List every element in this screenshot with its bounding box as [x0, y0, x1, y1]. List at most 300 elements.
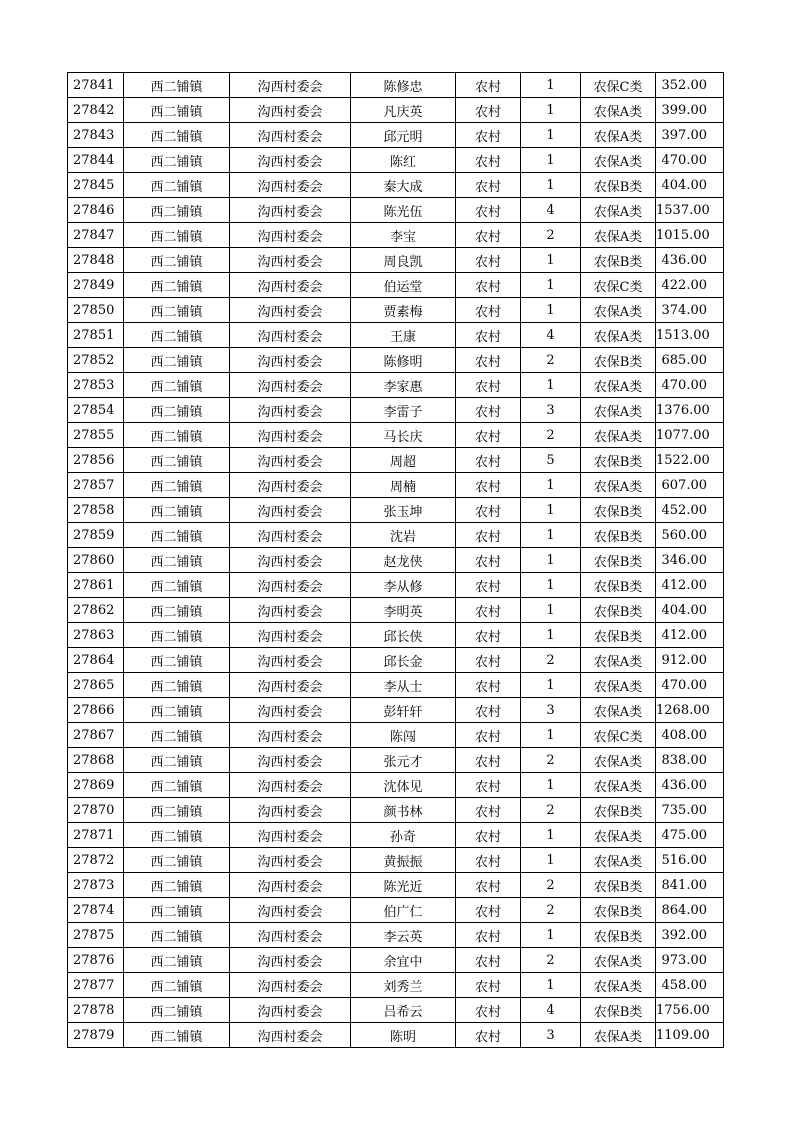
person-name-cell: 余宜中	[351, 948, 456, 973]
household-count-cell: 1	[521, 498, 581, 523]
person-name-cell: 陈修忠	[351, 73, 456, 98]
household-count-cell: 1	[521, 98, 581, 123]
table-row	[68, 1023, 724, 1048]
record-id-cell: 27874	[68, 898, 124, 923]
village-committee-cell: 沟西村委会	[230, 673, 351, 698]
area-type-cell: 农村	[456, 573, 521, 598]
person-name-cell: 王康	[351, 323, 456, 348]
town-cell: 西二铺镇	[124, 448, 230, 473]
table-row	[68, 98, 724, 123]
insurance-category-cell: 农保A类	[581, 223, 656, 248]
amount-cell: 470.00	[656, 373, 724, 398]
village-committee-cell: 沟西村委会	[230, 748, 351, 773]
village-committee-cell: 沟西村委会	[230, 998, 351, 1023]
village-committee-cell: 沟西村委会	[230, 248, 351, 273]
amount-cell: 912.00	[656, 648, 724, 673]
amount-cell: 458.00	[656, 973, 724, 998]
amount-cell: 685.00	[656, 348, 724, 373]
area-type-cell: 农村	[456, 423, 521, 448]
table-row	[68, 848, 724, 873]
table-row	[68, 123, 724, 148]
area-type-cell: 农村	[456, 173, 521, 198]
town-cell: 西二铺镇	[124, 73, 230, 98]
person-name-cell: 陈修明	[351, 348, 456, 373]
village-committee-cell: 沟西村委会	[230, 348, 351, 373]
table-row	[68, 548, 724, 573]
table-row	[68, 973, 724, 998]
person-name-cell: 贾素梅	[351, 298, 456, 323]
insurance-category-cell: 农保B类	[581, 573, 656, 598]
household-count-cell: 1	[521, 623, 581, 648]
town-cell: 西二铺镇	[124, 773, 230, 798]
amount-cell: 399.00	[656, 98, 724, 123]
person-name-cell: 邱元明	[351, 123, 456, 148]
town-cell: 西二铺镇	[124, 598, 230, 623]
village-committee-cell: 沟西村委会	[230, 423, 351, 448]
town-cell: 西二铺镇	[124, 398, 230, 423]
insurance-category-cell: 农保B类	[581, 448, 656, 473]
person-name-cell: 沈体见	[351, 773, 456, 798]
record-id-cell: 27865	[68, 673, 124, 698]
area-type-cell: 农村	[456, 123, 521, 148]
amount-cell: 436.00	[656, 248, 724, 273]
amount-cell: 470.00	[656, 148, 724, 173]
amount-cell: 412.00	[656, 573, 724, 598]
household-count-cell: 2	[521, 348, 581, 373]
table-row	[68, 998, 724, 1023]
household-count-cell: 1	[521, 823, 581, 848]
table-row	[68, 298, 724, 323]
village-committee-cell: 沟西村委会	[230, 773, 351, 798]
amount-cell: 470.00	[656, 673, 724, 698]
person-name-cell: 邱长侠	[351, 623, 456, 648]
table-row	[68, 773, 724, 798]
household-count-cell: 2	[521, 873, 581, 898]
area-type-cell: 农村	[456, 473, 521, 498]
person-name-cell: 李家惠	[351, 373, 456, 398]
household-count-cell: 4	[521, 198, 581, 223]
table-row	[68, 373, 724, 398]
amount-cell: 560.00	[656, 523, 724, 548]
household-count-cell: 2	[521, 798, 581, 823]
amount-cell: 1376.00	[656, 398, 724, 423]
village-committee-cell: 沟西村委会	[230, 398, 351, 423]
area-type-cell: 农村	[456, 923, 521, 948]
insurance-category-cell: 农保A类	[581, 398, 656, 423]
village-committee-cell: 沟西村委会	[230, 73, 351, 98]
area-type-cell: 农村	[456, 273, 521, 298]
household-count-cell: 1	[521, 123, 581, 148]
amount-cell: 864.00	[656, 898, 724, 923]
person-name-cell: 周楠	[351, 473, 456, 498]
table-row	[68, 723, 724, 748]
area-type-cell: 农村	[456, 773, 521, 798]
area-type-cell: 农村	[456, 548, 521, 573]
insurance-category-cell: 农保C类	[581, 273, 656, 298]
record-id-cell: 27863	[68, 623, 124, 648]
town-cell: 西二铺镇	[124, 323, 230, 348]
person-name-cell: 伯运堂	[351, 273, 456, 298]
person-name-cell: 李云英	[351, 923, 456, 948]
area-type-cell: 农村	[456, 598, 521, 623]
amount-cell: 408.00	[656, 723, 724, 748]
insurance-category-cell: 农保A类	[581, 823, 656, 848]
insurance-category-cell: 农保A类	[581, 423, 656, 448]
town-cell: 西二铺镇	[124, 423, 230, 448]
person-name-cell: 刘秀兰	[351, 973, 456, 998]
record-id-cell: 27873	[68, 873, 124, 898]
amount-cell: 374.00	[656, 298, 724, 323]
household-count-cell: 2	[521, 898, 581, 923]
village-committee-cell: 沟西村委会	[230, 948, 351, 973]
table-row	[68, 948, 724, 973]
amount-cell: 841.00	[656, 873, 724, 898]
insurance-category-cell: 农保C类	[581, 723, 656, 748]
town-cell: 西二铺镇	[124, 273, 230, 298]
amount-cell: 412.00	[656, 623, 724, 648]
area-type-cell: 农村	[456, 248, 521, 273]
amount-cell: 516.00	[656, 848, 724, 873]
household-count-cell: 2	[521, 948, 581, 973]
table-row	[68, 598, 724, 623]
record-id-cell: 27877	[68, 973, 124, 998]
insurance-category-cell: 农保A类	[581, 373, 656, 398]
table-row	[68, 898, 724, 923]
person-name-cell: 吕希云	[351, 998, 456, 1023]
household-count-cell: 1	[521, 298, 581, 323]
insurance-category-cell: 农保A类	[581, 973, 656, 998]
table-row	[68, 223, 724, 248]
town-cell: 西二铺镇	[124, 673, 230, 698]
insurance-category-cell: 农保A类	[581, 773, 656, 798]
insurance-category-cell: 农保A类	[581, 648, 656, 673]
table-row	[68, 498, 724, 523]
household-count-cell: 1	[521, 248, 581, 273]
household-count-cell: 1	[521, 73, 581, 98]
insurance-category-cell: 农保A类	[581, 323, 656, 348]
table-row	[68, 273, 724, 298]
area-type-cell: 农村	[456, 223, 521, 248]
record-id-cell: 27859	[68, 523, 124, 548]
town-cell: 西二铺镇	[124, 973, 230, 998]
record-id-cell: 27851	[68, 323, 124, 348]
table-row	[68, 448, 724, 473]
person-name-cell: 李明英	[351, 598, 456, 623]
town-cell: 西二铺镇	[124, 923, 230, 948]
village-committee-cell: 沟西村委会	[230, 873, 351, 898]
record-table	[67, 72, 724, 1048]
person-name-cell: 陈闯	[351, 723, 456, 748]
amount-cell: 392.00	[656, 923, 724, 948]
village-committee-cell: 沟西村委会	[230, 323, 351, 348]
household-count-cell: 3	[521, 698, 581, 723]
town-cell: 西二铺镇	[124, 948, 230, 973]
household-count-cell: 2	[521, 648, 581, 673]
town-cell: 西二铺镇	[124, 348, 230, 373]
village-committee-cell: 沟西村委会	[230, 523, 351, 548]
insurance-category-cell: 农保B类	[581, 798, 656, 823]
town-cell: 西二铺镇	[124, 373, 230, 398]
record-id-cell: 27855	[68, 423, 124, 448]
table-row	[68, 573, 724, 598]
household-count-cell: 1	[521, 598, 581, 623]
amount-cell: 452.00	[656, 498, 724, 523]
village-committee-cell: 沟西村委会	[230, 173, 351, 198]
table-row	[68, 398, 724, 423]
town-cell: 西二铺镇	[124, 848, 230, 873]
table-row	[68, 198, 724, 223]
area-type-cell: 农村	[456, 323, 521, 348]
town-cell: 西二铺镇	[124, 473, 230, 498]
person-name-cell: 伯广仁	[351, 898, 456, 923]
table-row	[68, 923, 724, 948]
amount-cell: 1513.00	[656, 323, 724, 348]
village-committee-cell: 沟西村委会	[230, 473, 351, 498]
household-count-cell: 2	[521, 423, 581, 448]
table-row	[68, 173, 724, 198]
person-name-cell: 黄振振	[351, 848, 456, 873]
table-row	[68, 648, 724, 673]
area-type-cell: 农村	[456, 723, 521, 748]
area-type-cell: 农村	[456, 98, 521, 123]
insurance-category-cell: 农保A类	[581, 848, 656, 873]
insurance-category-cell: 农保B类	[581, 548, 656, 573]
town-cell: 西二铺镇	[124, 798, 230, 823]
town-cell: 西二铺镇	[124, 873, 230, 898]
area-type-cell: 农村	[456, 498, 521, 523]
amount-cell: 1522.00	[656, 448, 724, 473]
record-id-cell: 27853	[68, 373, 124, 398]
town-cell: 西二铺镇	[124, 248, 230, 273]
record-id-cell: 27861	[68, 573, 124, 598]
town-cell: 西二铺镇	[124, 198, 230, 223]
household-count-cell: 1	[521, 273, 581, 298]
village-committee-cell: 沟西村委会	[230, 598, 351, 623]
village-committee-cell: 沟西村委会	[230, 148, 351, 173]
insurance-category-cell: 农保B类	[581, 623, 656, 648]
village-committee-cell: 沟西村委会	[230, 648, 351, 673]
record-id-cell: 27844	[68, 148, 124, 173]
insurance-category-cell: 农保B类	[581, 173, 656, 198]
amount-cell: 404.00	[656, 598, 724, 623]
person-name-cell: 张元才	[351, 748, 456, 773]
insurance-category-cell: 农保B类	[581, 248, 656, 273]
area-type-cell: 农村	[456, 373, 521, 398]
table-row	[68, 348, 724, 373]
area-type-cell: 农村	[456, 1023, 521, 1048]
village-committee-cell: 沟西村委会	[230, 123, 351, 148]
town-cell: 西二铺镇	[124, 98, 230, 123]
insurance-category-cell: 农保A类	[581, 148, 656, 173]
record-id-cell: 27867	[68, 723, 124, 748]
person-name-cell: 陈光近	[351, 873, 456, 898]
town-cell: 西二铺镇	[124, 498, 230, 523]
insurance-category-cell: 农保A类	[581, 298, 656, 323]
household-count-cell: 2	[521, 748, 581, 773]
town-cell: 西二铺镇	[124, 648, 230, 673]
person-name-cell: 赵龙侠	[351, 548, 456, 573]
person-name-cell: 颜书林	[351, 798, 456, 823]
record-id-cell: 27864	[68, 648, 124, 673]
village-committee-cell: 沟西村委会	[230, 548, 351, 573]
village-committee-cell: 沟西村委会	[230, 823, 351, 848]
person-name-cell: 李从士	[351, 673, 456, 698]
table-row	[68, 873, 724, 898]
area-type-cell: 农村	[456, 823, 521, 848]
household-count-cell: 4	[521, 998, 581, 1023]
area-type-cell: 农村	[456, 698, 521, 723]
record-id-cell: 27879	[68, 1023, 124, 1048]
record-id-cell: 27857	[68, 473, 124, 498]
table-body	[68, 73, 724, 1048]
record-id-cell: 27856	[68, 448, 124, 473]
person-name-cell: 凡庆英	[351, 98, 456, 123]
amount-cell: 838.00	[656, 748, 724, 773]
record-id-cell: 27841	[68, 73, 124, 98]
insurance-category-cell: 农保A类	[581, 673, 656, 698]
town-cell: 西二铺镇	[124, 523, 230, 548]
area-type-cell: 农村	[456, 73, 521, 98]
record-id-cell: 27845	[68, 173, 124, 198]
record-id-cell: 27858	[68, 498, 124, 523]
town-cell: 西二铺镇	[124, 823, 230, 848]
village-committee-cell: 沟西村委会	[230, 573, 351, 598]
table-row	[68, 748, 724, 773]
table-row	[68, 323, 724, 348]
insurance-category-cell: 农保A类	[581, 1023, 656, 1048]
household-count-cell: 3	[521, 1023, 581, 1048]
insurance-category-cell: 农保B类	[581, 898, 656, 923]
amount-cell: 1268.00	[656, 698, 724, 723]
village-committee-cell: 沟西村委会	[230, 373, 351, 398]
town-cell: 西二铺镇	[124, 998, 230, 1023]
record-id-cell: 27878	[68, 998, 124, 1023]
area-type-cell: 农村	[456, 898, 521, 923]
town-cell: 西二铺镇	[124, 223, 230, 248]
village-committee-cell: 沟西村委会	[230, 798, 351, 823]
person-name-cell: 李从修	[351, 573, 456, 598]
table-row	[68, 673, 724, 698]
village-committee-cell: 沟西村委会	[230, 198, 351, 223]
insurance-category-cell: 农保B类	[581, 998, 656, 1023]
area-type-cell: 农村	[456, 623, 521, 648]
record-id-cell: 27846	[68, 198, 124, 223]
town-cell: 西二铺镇	[124, 723, 230, 748]
village-committee-cell: 沟西村委会	[230, 973, 351, 998]
village-committee-cell: 沟西村委会	[230, 98, 351, 123]
record-id-cell: 27842	[68, 98, 124, 123]
area-type-cell: 农村	[456, 998, 521, 1023]
household-count-cell: 1	[521, 848, 581, 873]
insurance-category-cell: 农保B类	[581, 523, 656, 548]
amount-cell: 436.00	[656, 773, 724, 798]
town-cell: 西二铺镇	[124, 548, 230, 573]
household-count-cell: 1	[521, 148, 581, 173]
area-type-cell: 农村	[456, 148, 521, 173]
table-row	[68, 148, 724, 173]
person-name-cell: 张玉坤	[351, 498, 456, 523]
town-cell: 西二铺镇	[124, 573, 230, 598]
amount-cell: 1109.00	[656, 1023, 724, 1048]
table-row	[68, 423, 724, 448]
insurance-category-cell: 农保B类	[581, 598, 656, 623]
person-name-cell: 马长庆	[351, 423, 456, 448]
household-count-cell: 1	[521, 923, 581, 948]
household-count-cell: 1	[521, 173, 581, 198]
amount-cell: 422.00	[656, 273, 724, 298]
insurance-category-cell: 农保A类	[581, 473, 656, 498]
household-count-cell: 1	[521, 548, 581, 573]
person-name-cell: 秦大成	[351, 173, 456, 198]
record-id-cell: 27871	[68, 823, 124, 848]
record-id-cell: 27852	[68, 348, 124, 373]
area-type-cell: 农村	[456, 523, 521, 548]
table-row	[68, 248, 724, 273]
record-id-cell: 27860	[68, 548, 124, 573]
person-name-cell: 周良凯	[351, 248, 456, 273]
area-type-cell: 农村	[456, 298, 521, 323]
amount-cell: 1756.00	[656, 998, 724, 1023]
person-name-cell: 彭轩轩	[351, 698, 456, 723]
person-name-cell: 周超	[351, 448, 456, 473]
area-type-cell: 农村	[456, 798, 521, 823]
town-cell: 西二铺镇	[124, 123, 230, 148]
insurance-category-cell: 农保B类	[581, 498, 656, 523]
person-name-cell: 孙奇	[351, 823, 456, 848]
village-committee-cell: 沟西村委会	[230, 623, 351, 648]
household-count-cell: 1	[521, 373, 581, 398]
person-name-cell: 李宝	[351, 223, 456, 248]
record-id-cell: 27866	[68, 698, 124, 723]
town-cell: 西二铺镇	[124, 623, 230, 648]
amount-cell: 1077.00	[656, 423, 724, 448]
town-cell: 西二铺镇	[124, 298, 230, 323]
table-row	[68, 798, 724, 823]
area-type-cell: 农村	[456, 398, 521, 423]
record-id-cell: 27869	[68, 773, 124, 798]
insurance-category-cell: 农保A类	[581, 98, 656, 123]
village-committee-cell: 沟西村委会	[230, 223, 351, 248]
household-count-cell: 1	[521, 773, 581, 798]
insurance-category-cell: 农保A类	[581, 748, 656, 773]
town-cell: 西二铺镇	[124, 898, 230, 923]
insurance-category-cell: 农保A类	[581, 198, 656, 223]
village-committee-cell: 沟西村委会	[230, 723, 351, 748]
table-row	[68, 73, 724, 98]
record-id-cell: 27850	[68, 298, 124, 323]
record-id-cell: 27876	[68, 948, 124, 973]
insurance-category-cell: 农保B类	[581, 873, 656, 898]
record-id-cell: 27862	[68, 598, 124, 623]
area-type-cell: 农村	[456, 348, 521, 373]
town-cell: 西二铺镇	[124, 748, 230, 773]
amount-cell: 1015.00	[656, 223, 724, 248]
household-count-cell: 4	[521, 323, 581, 348]
insurance-category-cell: 农保C类	[581, 73, 656, 98]
record-id-cell: 27868	[68, 748, 124, 773]
area-type-cell: 农村	[456, 873, 521, 898]
household-count-cell: 1	[521, 573, 581, 598]
table-row	[68, 523, 724, 548]
record-id-cell: 27848	[68, 248, 124, 273]
amount-cell: 973.00	[656, 948, 724, 973]
insurance-category-cell: 农保B类	[581, 923, 656, 948]
record-id-cell: 27843	[68, 123, 124, 148]
table-row	[68, 623, 724, 648]
town-cell: 西二铺镇	[124, 698, 230, 723]
amount-cell: 404.00	[656, 173, 724, 198]
amount-cell: 397.00	[656, 123, 724, 148]
